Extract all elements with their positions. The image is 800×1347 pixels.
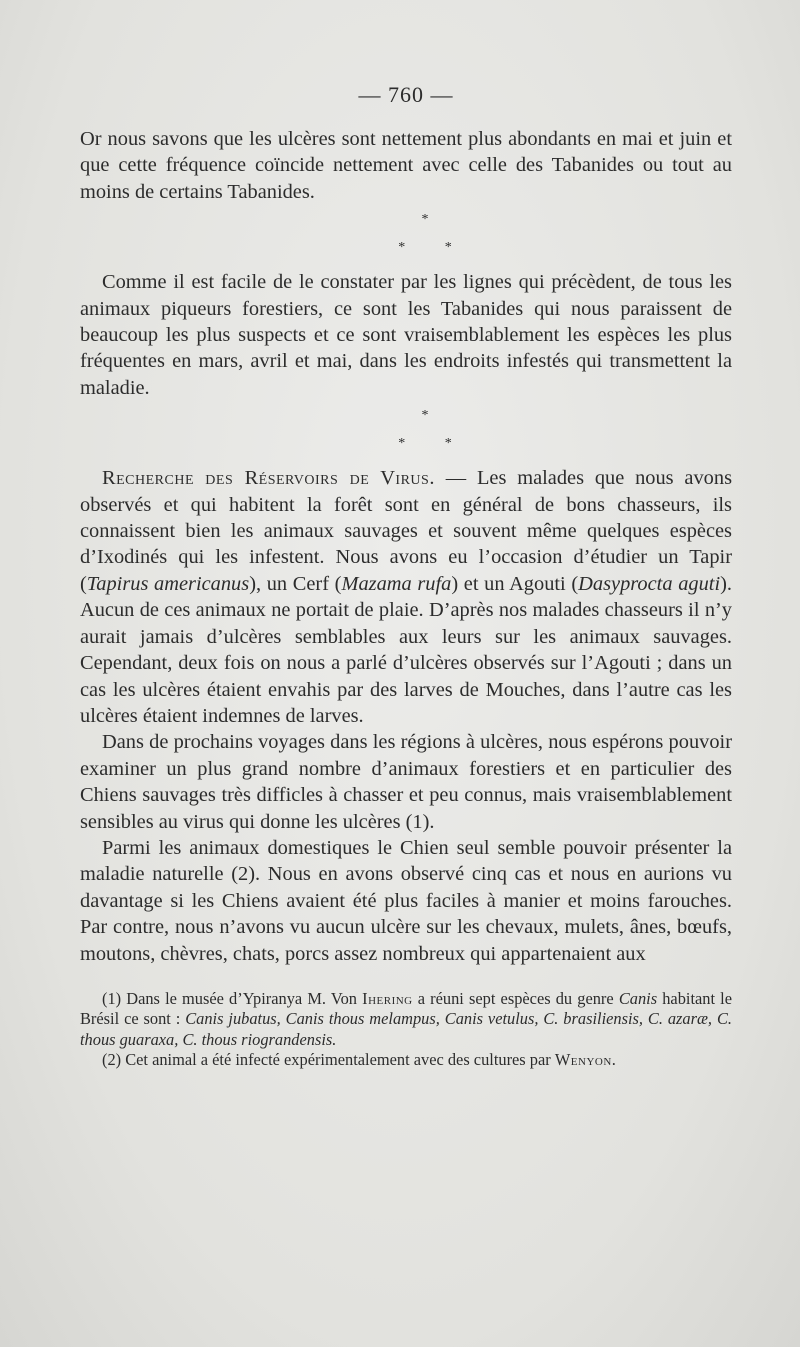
section-heading: Recherche des Réservoirs de Virus. [102, 467, 435, 490]
latin-name: Mazama rufa [341, 572, 452, 595]
separator-star-top: * [421, 408, 429, 424]
section-separator [80, 213, 732, 255]
latin-name: Dasyprocta aguti [578, 572, 721, 595]
separator-star-bottom: * * [398, 436, 470, 452]
text-segment: (1) Dans le musée d’Ypiranya M. Von [102, 988, 363, 1008]
text-segment: ) et un Agouti ( [451, 572, 579, 595]
footnotes [80, 989, 732, 1071]
paragraph-virus-reservoirs [80, 465, 732, 729]
text-segment: ). Aucun de ces animaux ne portait de plaie. D’après nos malades chasseurs il n’y aurait jamais d’ulcères semblables aux leurs sur les animaux sauvages. Cependant, deux fois on nous a parlé d’ulcères observés sur l’Agouti ; dans un cas les ulcères étaient envahis par des larves de Mouches, dans l’autre cas les ulcères étaient indemnes de larves. [80, 572, 733, 727]
text-segment: — Les malades que nous avons observés et qui habitent la forêt sont en général de bons chasseurs, ils connaissent bien les animaux sauvages et souvent même quelques espèces d’Ixodinés qui les infestent. Nous avons eu l’occasion d’étudier un Tapir ( [80, 467, 732, 595]
text-segment: (2) Cet animal a été infecté expérimentalement avec des cultures par [102, 1050, 555, 1070]
separator-star-bottom: * * [398, 240, 470, 256]
section-separator-2 [80, 409, 732, 451]
paragraph-future-voyages: Dans de prochains voyages dans les régions à ulcères, nous espérons pouvoir examiner un plus grand nombre d’animaux forestiers et en particulier des Chiens sauvages très difficles à chasser et peu connus, mais vraisemblablement sensibles au virus qui donne les ulcères (1). [80, 731, 732, 833]
latin-name: Canis [618, 988, 658, 1008]
paragraph-domestic-animals: Parmi les animaux domestiques le Chien seul semble pouvoir présenter la maladie naturelle (2). Nous en avons observé cinq cas et nous en aurions vu davantage si les Chiens avaient été plus faciles à manier et moins farouches. Par contre, nous n’avons vu aucun ulcère sur les chevaux, mulets, ânes, bœufs, moutons, chèvres, chats, porcs assez nombreux qui appartenaient aux [80, 836, 732, 965]
latin-name: Tapirus americanus [86, 572, 250, 595]
footnote-2 [80, 1050, 732, 1070]
text-segment: . [611, 1050, 616, 1070]
paragraph-forest-biters: Comme il est facile de le constater par les lignes qui précèdent, de tous les animaux piqueurs forestiers, ce sont les Tabanides qui nous paraissent de beaucoup les plus suspects et ce sont vraisemblablement les espèces les plus fréquentes en mars, avril et mai, dans les endroits infestés qui transmettent la maladie. [80, 271, 732, 399]
author-name: Wenyon [554, 1050, 612, 1070]
text-segment: habitant le Brésil ce sont : [80, 988, 732, 1029]
paragraph-tabanides: Or nous savons que les ulcères sont nettement plus abondants en mai et juin et que cette fréquence coïncide nettement avec celle des Tabanides ou tout au moins de certains Tabanides. [80, 128, 732, 203]
text-segment: ), un Cerf ( [249, 572, 342, 595]
author-name: Ihering [362, 988, 413, 1008]
page-number: — 760 — [358, 82, 454, 107]
footnote-1 [80, 989, 732, 1050]
separator-star-top: * [421, 212, 429, 228]
text-segment: a réuni sept espèces du genre [412, 988, 619, 1008]
species-list: Canis jubatus, Canis thous melampus, Canis vetulus, C. brasiliensis, C. azaræ, C. thous guaraxa, C. thous riograndensis. [80, 1009, 732, 1049]
